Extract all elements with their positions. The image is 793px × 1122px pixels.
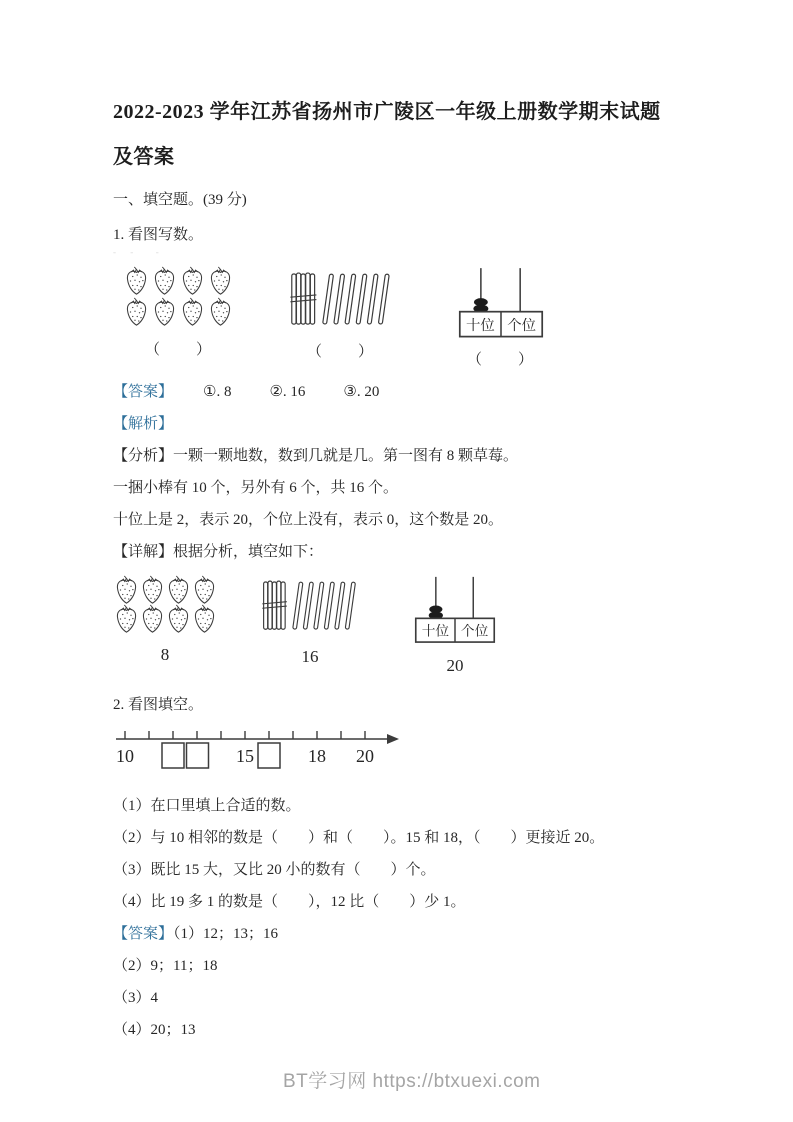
- sticks-solution-column: [261, 575, 359, 667]
- strawberry-icon: [113, 575, 140, 605]
- strawberry-icon: [123, 297, 150, 327]
- question-2-answer-line-2: （2）9；11；18: [113, 958, 218, 974]
- answer-tag: 【答案】: [113, 926, 174, 942]
- question-1-answer-line: [113, 381, 683, 403]
- strawberry-icon: [165, 575, 192, 605]
- sticks-bundle-icon: [289, 270, 393, 330]
- numberline-label-15: 15: [236, 746, 254, 766]
- answer-items: [203, 381, 417, 403]
- scan-artifact-marks: - - -: [113, 247, 165, 257]
- strawberry-icon: [179, 297, 206, 327]
- numberline-blank-box-12[interactable]: [162, 743, 184, 768]
- strawberry-icon: [139, 575, 166, 605]
- answer-blank-1[interactable]: （ ）: [144, 342, 213, 358]
- numberline-label-18: 18: [308, 746, 326, 766]
- site-watermark-link[interactable]: BT学习网 https://btxuexi.com: [283, 1071, 541, 1092]
- strawberries-figure: [113, 575, 217, 633]
- question-2-answer-line-4: （4）20；13: [113, 1022, 196, 1038]
- question-1-label: 1. 看图写数。: [113, 227, 204, 243]
- place-value-abacus-icon: [455, 266, 547, 343]
- detail-line: 【详解】根据分析，填空如下：: [113, 544, 324, 560]
- strawberry-icon: [165, 604, 192, 634]
- section-1-heading: 一、填空题。(39 分): [113, 192, 247, 208]
- strawberry-icon: [151, 297, 178, 327]
- strawberries-figure: [123, 266, 235, 328]
- figure-value-strawberries: 8: [160, 645, 170, 664]
- document-title: 2022-2023 学年江苏省扬州市广陵区一年级上册数学期末试题及答案: [113, 101, 661, 168]
- answer-item-3: ③. 20: [343, 384, 380, 400]
- strawberry-icon: [207, 297, 234, 327]
- strawberry-icon: [207, 266, 234, 296]
- question-2-sub-1: （1）在口里填上合适的数。: [113, 798, 301, 814]
- jiexi-tag: 【解析】: [113, 416, 174, 432]
- figure-value-sticks: 16: [301, 647, 319, 666]
- answer-tag: 【答案】: [113, 384, 174, 400]
- analysis-line-1: 【分析】一颗一颗地数，数到几就是几。第一图有 8 颗草莓。: [113, 448, 519, 464]
- strawberry-icon: [113, 604, 140, 634]
- strawberry-icon: [139, 604, 166, 634]
- sticks-figure-column: [289, 266, 393, 361]
- question-2-answer-line-3: （3）4: [113, 990, 159, 1006]
- numberline-blank-box-16[interactable]: [258, 743, 280, 768]
- figure-value-abacus: 20: [446, 656, 464, 675]
- strawberry-icon: [151, 266, 178, 296]
- strawberry-icon: [123, 266, 150, 296]
- number-line-icon: [115, 726, 415, 776]
- strawberry-icon: [179, 266, 206, 296]
- document-content: [113, 0, 683, 1041]
- numberline-label-20: 20: [356, 746, 374, 766]
- strawberry-icon: [191, 575, 218, 605]
- answer-text-1: （1）12；13；16: [173, 926, 279, 942]
- abacus-figure-column: [455, 266, 547, 369]
- question-2-label: 2. 看图填空。: [113, 697, 204, 713]
- answer-blank-3[interactable]: （ ）: [466, 352, 535, 368]
- question-2-sub-2: （2）与 10 相邻的数是（ ）和（ ）。15 和 18，（ ）更接近 20。: [113, 830, 605, 846]
- question-1-solution-figures-row: [113, 575, 683, 676]
- strawberry-icon: [191, 604, 218, 634]
- analysis-line-2: 一捆小棒有 10 个，另外有 6 个，共 16 个。: [113, 480, 399, 496]
- place-value-abacus-icon: [411, 575, 499, 648]
- strawberries-solution-column: [113, 575, 217, 665]
- numberline-blank-box-13[interactable]: [187, 743, 209, 768]
- question-2-sub-3: （3）既比 15 大，又比 20 小的数有（ ）个。: [113, 862, 436, 878]
- question-1-figures-row: [113, 266, 683, 369]
- number-line-figure: [115, 726, 683, 781]
- analysis-line-3: 十位上是 2，表示 20，个位上没有，表示 0，这个数是 20。: [113, 512, 504, 528]
- abacus-solution-column: [411, 575, 499, 676]
- strawberries-figure-column: [123, 266, 235, 359]
- answer-blank-2[interactable]: （ ）: [306, 344, 375, 360]
- sticks-bundle-icon: [261, 578, 359, 635]
- answer-item-1: ①. 8: [203, 384, 232, 400]
- question-2-sub-4: （4）比 19 多 1 的数是（ ），12 比（ ）少 1。: [113, 894, 466, 910]
- answer-item-2: ②. 16: [269, 384, 306, 400]
- numberline-label-10: 10: [116, 746, 134, 766]
- question-2-answer-line-1: [113, 923, 683, 945]
